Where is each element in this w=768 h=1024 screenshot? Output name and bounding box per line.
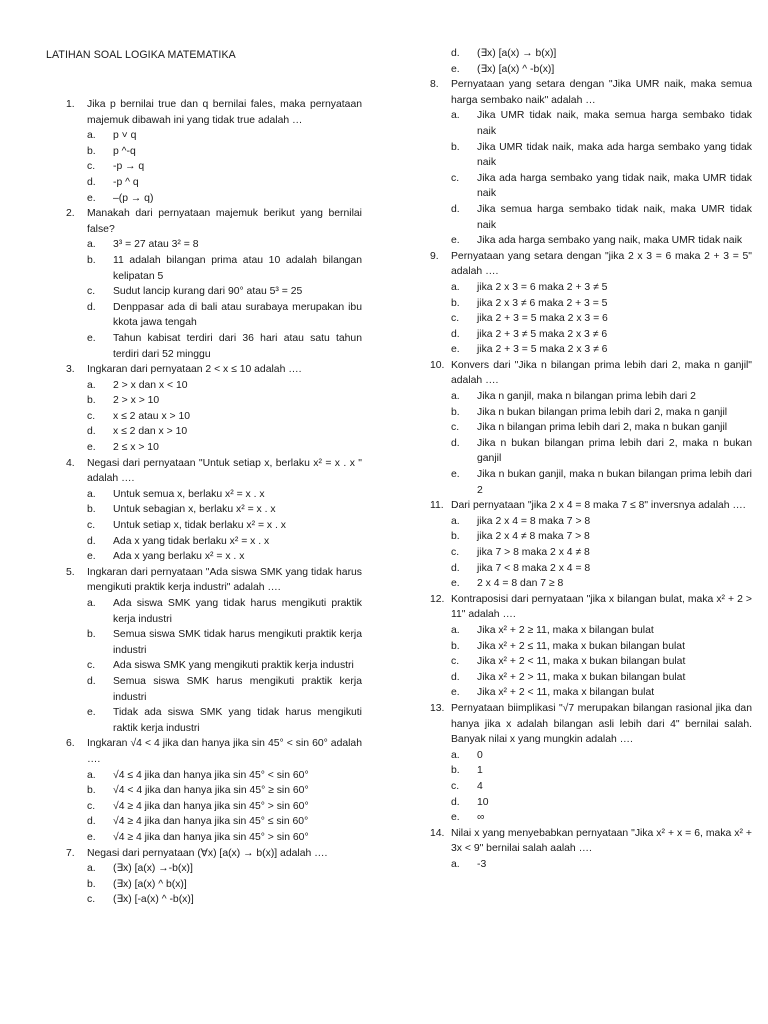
- option-text: Untuk semua x, berlaku x² = x . x: [113, 488, 265, 500]
- option-text: Semua siswa SMK harus mengikuti praktik kerja industri: [113, 675, 362, 703]
- answer-option: [451, 171, 752, 202]
- option-text: -p ^ q: [113, 176, 139, 188]
- option-text: Jika x² + 2 < 11, maka x bilangan bulat: [477, 687, 655, 699]
- question-number: 9.: [430, 250, 439, 262]
- option-letter: b.: [451, 406, 460, 418]
- option-letter: b.: [87, 254, 96, 266]
- option-text: jika 2 + 3 = 5 maka 2 x 3 = 6: [477, 313, 608, 325]
- option-letter: c.: [87, 800, 96, 812]
- option-text: jika 2 x 3 = 6 maka 2 + 3 ≠ 5: [477, 281, 608, 293]
- document-title: LATIHAN SOAL LOGIKA MATEMATIKA: [46, 49, 236, 61]
- option-letter: a.: [451, 749, 460, 761]
- option-list: [451, 748, 752, 826]
- option-text: Jika n bukan ganjil, maka n bukan bilangan prima lebih dari 2: [477, 469, 752, 496]
- question-text: Ingkaran √4 < 4 jika dan hanya jika sin 45° < sin 60° adalah ….: [87, 738, 362, 765]
- question-item: [66, 736, 362, 845]
- option-text: jika 2 x 4 = 8 maka 7 > 8: [477, 515, 591, 527]
- option-letter: b.: [451, 640, 460, 652]
- answer-option: [87, 300, 362, 331]
- option-letter: e.: [87, 332, 96, 344]
- question-item: [430, 592, 752, 701]
- answer-option: [87, 128, 362, 144]
- option-letter: d.: [87, 426, 96, 438]
- option-text: jika 7 > 8 maka 2 x 4 ≠ 8: [477, 547, 590, 558]
- option-text: Jika x² + 2 ≤ 11, maka x bukan bilangan bulat: [477, 640, 685, 652]
- option-text: 2 x 4 = 8 dan 7 ≥ 8: [477, 578, 564, 590]
- option-letter: c.: [451, 422, 460, 434]
- answer-option: [451, 280, 752, 296]
- option-text: (∃x) [a(x) →-b(x)]: [113, 863, 193, 875]
- option-letter: b.: [451, 765, 460, 777]
- option-text: Jika UMR tidak naik, maka semua harga sembako tidak naik: [477, 110, 752, 137]
- answer-option: [451, 639, 752, 655]
- option-text: ∞: [477, 812, 485, 824]
- answer-option: [87, 159, 362, 175]
- option-letter: e.: [451, 63, 460, 75]
- option-text: Untuk sebagian x, berlaku x² = x . x: [113, 504, 276, 516]
- question-text: Kontraposisi dari pernyataan "jika x bilangan bulat, maka x² + 2 > 11" adalah ….: [451, 593, 752, 621]
- answer-option: [451, 810, 752, 826]
- question-number: 1.: [66, 99, 75, 110]
- option-text: Jika semua harga sembako tidak naik, maka UMR tidak naik: [477, 203, 752, 231]
- option-letter: e.: [87, 707, 96, 719]
- option-text: -3: [477, 858, 487, 870]
- question-text: Pernyataan biimplikasi "√7 merupakan bilangan rasional jika dan hanya jika x adalah bilangan asli lebih dari 4" bernilai salah. Banyak nilai x yang mungkin adalah ….: [451, 702, 752, 746]
- option-letter: d.: [451, 48, 460, 59]
- answer-option: [87, 814, 362, 830]
- option-text: jika 2 + 3 ≠ 5 maka 2 x 3 ≠ 6: [477, 328, 608, 340]
- option-list: [87, 237, 362, 362]
- answer-option: [87, 284, 362, 300]
- option-text: Jika n bukan bilangan prima lebih dari 2, maka n bukan ganjil: [477, 437, 752, 465]
- answer-option: [451, 436, 752, 467]
- option-text: jika 2 x 4 ≠ 8 maka 7 > 8: [477, 531, 590, 543]
- option-text: jika 2 + 3 = 5 maka 2 x 3 ≠ 6: [477, 344, 608, 356]
- question-text: Dari pernyataan "jika 2 x 4 = 8 maka 7 ≤ 8" inversnya adalah ….: [451, 500, 746, 512]
- question-number: 8.: [430, 79, 439, 91]
- answer-option: [87, 440, 362, 456]
- option-text: 3³ = 27 atau 3² = 8: [113, 239, 199, 251]
- option-letter: c.: [451, 313, 460, 325]
- continued-options: [430, 46, 752, 77]
- option-letter: d.: [87, 675, 96, 687]
- option-text: Semua siswa SMK tidak harus mengikuti praktik kerja industri: [113, 629, 362, 656]
- question-item: [430, 701, 752, 826]
- option-letter: d.: [87, 176, 96, 188]
- option-list: [451, 623, 752, 701]
- option-text: Jika UMR tidak naik, maka ada harga sembako yang tidak naik: [477, 141, 752, 169]
- answer-option: [451, 311, 752, 327]
- option-text: Jika x² + 2 > 11, maka x bukan bilangan bulat: [477, 671, 686, 683]
- option-letter: e.: [451, 344, 460, 356]
- option-letter: c.: [87, 660, 96, 672]
- option-letter: a.: [87, 130, 96, 142]
- option-text: Ada x yang tidak berlaku x² = x . x: [113, 535, 270, 547]
- option-letter: d.: [451, 671, 460, 683]
- answer-option: [87, 861, 362, 877]
- answer-option: [451, 46, 752, 62]
- question-text: Nilai x yang menyebabkan pernyataan "Jika x² + x = 6, maka x² + 3x < 9" bernilai salah aalah ….: [451, 827, 752, 855]
- question-number: 11.: [430, 500, 444, 512]
- answer-option: [451, 763, 752, 779]
- answer-option: [87, 549, 362, 565]
- option-list: [451, 389, 752, 498]
- option-text: p ˅ q: [113, 130, 137, 142]
- question-item: [430, 498, 752, 592]
- option-letter: c.: [87, 161, 96, 173]
- option-letter: b.: [451, 531, 460, 543]
- option-letter: a.: [451, 110, 460, 122]
- option-letter: e.: [87, 551, 96, 563]
- option-text: √4 ≥ 4 jika dan hanya jika sin 45° > sin 60°: [113, 831, 309, 843]
- option-text: (∃x) [a(x) ^ b(x)]: [113, 878, 187, 890]
- option-text: 4: [477, 780, 483, 792]
- option-list: [87, 128, 362, 206]
- option-letter: b.: [87, 785, 96, 797]
- option-text: Jika n ganjil, maka n bilangan prima lebih dari 2: [477, 391, 696, 403]
- answer-option: [451, 467, 752, 498]
- answer-option: [87, 877, 362, 893]
- question-number: 3.: [66, 364, 75, 376]
- option-letter: a.: [451, 858, 460, 870]
- option-text: Tahun kabisat terdiri dari 36 hari atau satu tahun terdiri dari 52 minggu: [113, 332, 362, 360]
- option-list: [87, 487, 362, 565]
- answer-option: [451, 108, 752, 139]
- answer-option: [451, 857, 752, 873]
- option-letter: e.: [87, 192, 96, 204]
- answer-option: [87, 487, 362, 503]
- option-letter: b.: [87, 629, 96, 641]
- option-letter: c.: [87, 410, 96, 422]
- answer-option: [87, 892, 362, 908]
- question-item: [66, 97, 362, 206]
- answer-option: [87, 191, 362, 207]
- question-number: 5.: [66, 566, 75, 578]
- question-text: Negasi dari pernyataan "Untuk setiap x, berlaku x² = x . x " adalah ….: [87, 457, 362, 485]
- question-text: Jika p bernilai true dan q bernilai fales, maka pernyataan majemuk dibawah ini yang tidak true adalah …: [87, 99, 362, 126]
- answer-option: [87, 830, 362, 846]
- option-list: [87, 861, 362, 908]
- question-item: [66, 456, 362, 565]
- option-text: x ≤ 2 atau x > 10: [113, 410, 191, 422]
- option-text: (∃x) [-a(x) ^ -b(x)]: [113, 894, 194, 906]
- answer-option: [87, 424, 362, 440]
- answer-option: [87, 627, 362, 658]
- option-letter: c.: [451, 656, 460, 668]
- answer-option: [451, 296, 752, 312]
- question-number: 4.: [66, 457, 75, 469]
- option-text: (∃x) [a(x) → b(x)]: [477, 48, 557, 59]
- option-text: Jika x² + 2 < 11, maka x bukan bilangan bulat: [477, 656, 686, 668]
- answer-option: [87, 705, 362, 736]
- option-letter: e.: [87, 831, 96, 843]
- option-letter: b.: [451, 297, 460, 309]
- option-text: 11 adalah bilangan prima atau 10 adalah bilangan kelipatan 5: [113, 254, 362, 282]
- option-letter: e.: [451, 469, 460, 481]
- answer-option: [451, 623, 752, 639]
- answer-option: [87, 393, 362, 409]
- question-number: 13.: [430, 702, 445, 714]
- option-text: Tidak ada siswa SMK yang tidak harus mengikuti raktik kerja industri: [113, 707, 362, 734]
- answer-option: [87, 409, 362, 425]
- option-letter: b.: [451, 141, 460, 153]
- option-letter: c.: [451, 172, 460, 184]
- option-letter: c.: [451, 780, 460, 792]
- option-letter: b.: [87, 878, 96, 890]
- option-text: –(p → q): [113, 192, 154, 204]
- answer-option: [87, 534, 362, 550]
- option-letter: e.: [451, 235, 460, 247]
- option-text: 2 ≤ x > 10: [113, 442, 159, 454]
- option-text: Jika ada harga sembako yang naik, maka UMR tidak naik: [477, 235, 743, 247]
- option-letter: d.: [451, 796, 460, 808]
- answer-option: [451, 670, 752, 686]
- option-list: [451, 857, 752, 873]
- option-list: [87, 378, 362, 456]
- question-number: 2.: [66, 208, 75, 220]
- answer-option: [451, 654, 752, 670]
- option-letter: e.: [451, 812, 460, 824]
- option-letter: e.: [451, 578, 460, 590]
- question-item: [430, 358, 752, 498]
- option-text: Jika n bilangan prima lebih dari 2, maka n bukan ganjil: [477, 422, 728, 434]
- option-text: p ^-q: [113, 145, 136, 157]
- answer-option: [451, 685, 752, 701]
- question-item: [66, 846, 362, 908]
- answer-option: [451, 795, 752, 811]
- answer-option: [87, 783, 362, 799]
- question-text: Negasi dari pernyataan (∀x) [a(x) → b(x)] adalah ….: [87, 847, 328, 859]
- answer-option: [451, 779, 752, 795]
- option-list: [451, 108, 752, 248]
- answer-option: [451, 420, 752, 436]
- answer-option: [451, 327, 752, 343]
- option-letter: d.: [87, 301, 96, 313]
- answer-option: [87, 253, 362, 284]
- option-letter: e.: [87, 442, 96, 454]
- left-column: [66, 97, 362, 908]
- option-text: x ≤ 2 dan x > 10: [113, 426, 188, 438]
- answer-option: [87, 799, 362, 815]
- option-letter: a.: [87, 769, 96, 781]
- answer-option: [451, 576, 752, 592]
- option-letter: c.: [87, 520, 96, 532]
- option-letter: d.: [87, 535, 96, 547]
- question-number: 6.: [66, 738, 75, 750]
- option-letter: c.: [87, 894, 96, 906]
- question-text: Ingkaran dari pernyataan 2 < x ≤ 10 adalah ….: [87, 364, 302, 376]
- question-item: [430, 77, 752, 249]
- option-letter: e.: [451, 687, 460, 699]
- option-text: 2 > x dan x < 10: [113, 379, 188, 391]
- option-text: jika 7 < 8 maka 2 x 4 = 8: [477, 562, 591, 574]
- answer-option: [87, 502, 362, 518]
- option-text: jika 2 x 3 ≠ 6 maka 2 + 3 = 5: [477, 297, 608, 309]
- option-letter: d.: [451, 437, 460, 449]
- option-letter: b.: [87, 145, 96, 157]
- question-text: Manakah dari pernyataan majemuk berikut yang bernilai false?: [87, 208, 362, 235]
- answer-option: [451, 202, 752, 233]
- option-text: Jika ada harga sembako yang tidak naik, maka UMR tidak naik: [477, 172, 752, 200]
- option-text: √4 ≥ 4 jika dan hanya jika sin 45° > sin 60°: [113, 800, 309, 812]
- right-column: [430, 46, 752, 872]
- question-item: [66, 565, 362, 737]
- option-letter: a.: [87, 379, 96, 391]
- option-letter: a.: [87, 239, 96, 251]
- answer-option: [451, 405, 752, 421]
- option-list: [451, 514, 752, 592]
- option-list: [87, 768, 362, 846]
- answer-option: [451, 748, 752, 764]
- question-item: [430, 826, 752, 873]
- option-text: Untuk setiap x, tidak berlaku x² = x . x: [113, 520, 286, 532]
- option-text: 0: [477, 749, 483, 761]
- option-letter: b.: [87, 504, 96, 516]
- answer-option: [451, 561, 752, 577]
- answer-option: [451, 62, 752, 78]
- option-letter: d.: [451, 328, 460, 340]
- option-letter: d.: [451, 562, 460, 574]
- answer-option: [87, 378, 362, 394]
- option-letter: b.: [87, 395, 96, 407]
- option-letter: d.: [451, 203, 460, 215]
- option-letter: a.: [451, 624, 460, 636]
- question-item: [66, 206, 362, 362]
- option-letter: c.: [451, 547, 460, 558]
- option-letter: a.: [451, 281, 460, 293]
- option-letter: a.: [451, 391, 460, 403]
- answer-option: [451, 233, 752, 249]
- option-text: Ada siswa SMK yang mengikuti praktik kerja industri: [113, 660, 354, 672]
- option-text: √4 ≥ 4 jika dan hanya jika sin 45° ≤ sin 60°: [113, 816, 309, 828]
- option-list: [451, 280, 752, 358]
- option-text: Denppasar ada di bali atau surabaya merupakan ibu kkota jawa tengah: [113, 301, 362, 329]
- answer-option: [87, 237, 362, 253]
- answer-option: [451, 140, 752, 171]
- option-letter: a.: [87, 863, 96, 875]
- question-text: Konvers dari "Jika n bilangan prima lebih dari 2, maka n ganjil" adalah ….: [451, 359, 752, 387]
- option-text: 2 > x > 10: [113, 395, 160, 407]
- answer-option: [87, 331, 362, 362]
- option-text: √4 < 4 jika dan hanya jika sin 45° ≥ sin 60°: [113, 785, 309, 797]
- answer-option: [87, 768, 362, 784]
- question-text: Pernyataan yang setara dengan "jika 2 x 3 = 6 maka 2 + 3 = 5" adalah ….: [451, 250, 752, 278]
- answer-option: [87, 518, 362, 534]
- question-number: 12.: [430, 593, 445, 605]
- option-letter: d.: [87, 816, 96, 828]
- answer-option: [87, 144, 362, 160]
- option-text: -p → q: [113, 161, 145, 173]
- option-letter: a.: [87, 488, 96, 500]
- option-text: Jika x² + 2 ≥ 11, maka x bilangan bulat: [477, 624, 654, 636]
- answer-option: [451, 545, 752, 561]
- option-text: √4 ≤ 4 jika dan hanya jika sin 45° < sin 60°: [113, 769, 309, 781]
- question-number: 10.: [430, 359, 445, 371]
- answer-option: [87, 596, 362, 627]
- option-text: Jika n bukan bilangan prima lebih dari 2, maka n ganjil: [477, 406, 728, 418]
- question-item: [430, 249, 752, 358]
- option-text: Ada x yang berlaku x² = x . x: [113, 551, 245, 563]
- question-text: Ingkaran dari pernyataan "Ada siswa SMK yang tidak harus mengikuti praktik kerja industri" adalah ….: [87, 566, 362, 594]
- answer-option: [87, 674, 362, 705]
- option-text: (∃x) [a(x) ^ -b(x)]: [477, 63, 555, 75]
- option-letter: a.: [87, 598, 96, 609]
- option-text: 10: [477, 796, 489, 808]
- answer-option: [451, 514, 752, 530]
- answer-option: [451, 389, 752, 405]
- answer-option: [451, 342, 752, 358]
- question-number: 7.: [66, 847, 75, 859]
- question-text: Pernyataan yang setara dengan "Jika UMR naik, maka semua harga sembako naik" adalah …: [451, 79, 752, 106]
- answer-option: [87, 658, 362, 674]
- option-text: Ada siswa SMK yang tidak harus mengikuti praktik kerja industri: [113, 598, 362, 625]
- option-text: 1: [477, 765, 483, 777]
- answer-option: [451, 529, 752, 545]
- answer-option: [87, 175, 362, 191]
- option-text: Sudut lancip kurang dari 90° atau 5³ = 25: [113, 286, 303, 298]
- question-item: [66, 362, 362, 456]
- question-number: 14.: [430, 827, 445, 839]
- option-letter: c.: [87, 286, 96, 298]
- option-list: [87, 596, 362, 736]
- option-letter: a.: [451, 515, 460, 527]
